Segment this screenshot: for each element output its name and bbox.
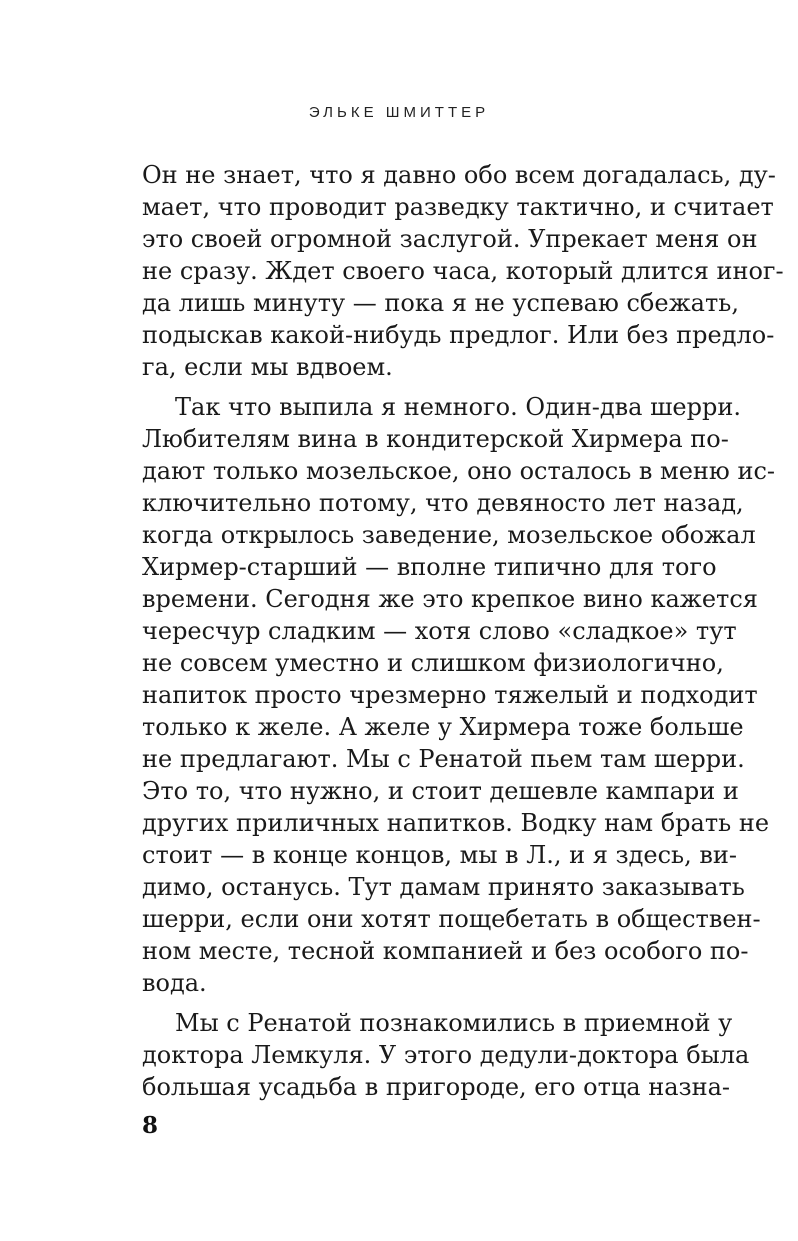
text-line: не совсем уместно и слишком физиологично,	[142, 649, 724, 677]
text-line: шерри, если они хотят пощебетать в обществен-	[142, 905, 761, 933]
text-line: чересчур сладким — хотя слово «сладкое» тут	[142, 617, 737, 645]
text-line: большая усадьба в пригороде, его отца назна-	[142, 1073, 731, 1101]
text-line: ном месте, тесной компанией и без особого по-	[142, 937, 749, 965]
text-line: Он не знает, что я давно обо всем догадалась, ду-	[142, 161, 776, 189]
text-line: Хирмер-старший — вполне типично для того	[142, 553, 717, 581]
text-line: подыскав какой-нибудь предлог. Или без предло-	[142, 321, 775, 349]
running-head-author: ЭЛЬКЕ ШМИТТЕР	[308, 104, 490, 121]
text-line: Любителям вина в кондитерской Хирмера по-	[142, 425, 729, 453]
text-line: доктора Лемкуля. У этого дедули-доктора была	[142, 1041, 750, 1069]
paragraph-gap	[142, 999, 688, 1007]
text-line: времени. Сегодня же это крепкое вино кажется	[142, 585, 758, 613]
text-line: ключительно потому, что девяносто лет назад,	[142, 489, 744, 517]
text-line: Так что выпила я немного. Один-два шерри.	[175, 393, 741, 421]
text-line: дают только мозельское, оно осталось в меню ис-	[142, 457, 775, 485]
body-text	[142, 159, 784, 1103]
text-line: только к желе. А желе у Хирмера тоже больше	[142, 713, 744, 741]
text-line: Это то, что нужно, и стоит дешевле кампари и	[142, 777, 739, 805]
text-line: напиток просто чрезмерно тяжелый и подходит	[142, 681, 758, 709]
text-line: Мы с Ренатой познакомились в приемной у	[175, 1009, 733, 1037]
text-line: это своей огромной заслугой. Упрекает меня он	[142, 225, 758, 253]
text-line: не предлагают. Мы с Ренатой пьем там шерри.	[142, 745, 745, 773]
text-line: га, если мы вдвоем.	[142, 353, 393, 381]
page-number: 8	[142, 1112, 159, 1139]
text-line: не сразу. Ждет своего часа, который длится иног-	[142, 257, 784, 285]
paragraph	[142, 391, 775, 999]
paragraph-gap	[142, 383, 688, 391]
text-line: димо, останусь. Тут дамам принято заказывать	[142, 873, 745, 901]
paragraph	[142, 1007, 750, 1103]
text-line: других приличных напитков. Водку нам брать не	[142, 809, 770, 837]
text-line: вода.	[142, 969, 207, 997]
text-line: когда открылось заведение, мозельское обожал	[142, 521, 756, 549]
text-line: да лишь минуту — пока я не успеваю сбежать,	[142, 289, 739, 317]
text-line: мает, что проводит разведку тактично, и считает	[142, 193, 774, 221]
paragraph	[142, 159, 784, 383]
text-line: стоит — в конце концов, мы в Л., и я здесь, ви-	[142, 841, 737, 869]
